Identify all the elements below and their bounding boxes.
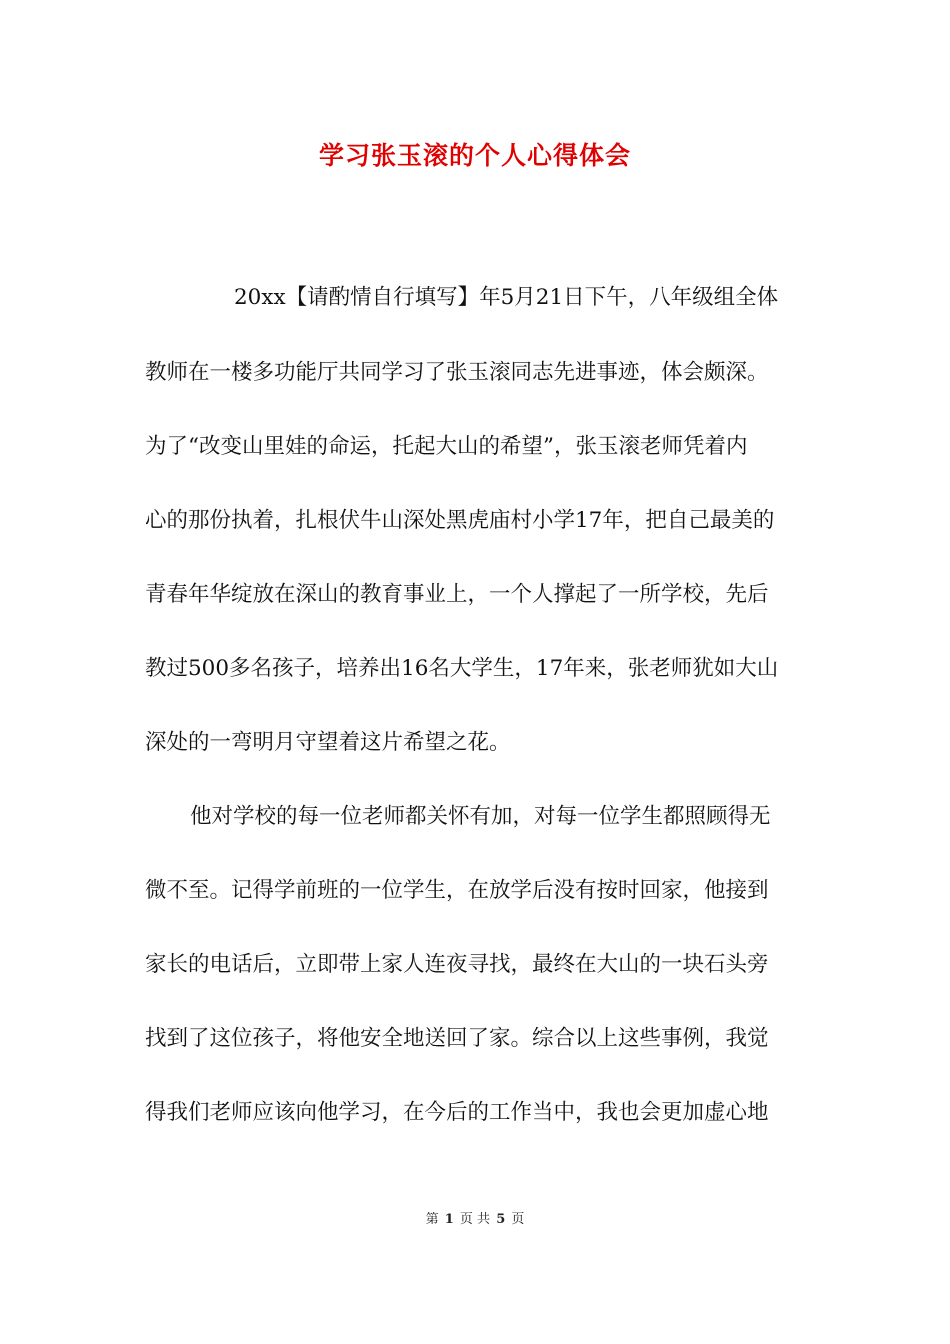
paragraph-line: 心的那份执着，扎根伏牛山深处黑虎庙村小学17年，把自己最美的 bbox=[145, 508, 775, 533]
paragraph-line: 为了“改变山里娃的命运，托起大山的希望”，张玉滚老师凭着内 bbox=[145, 434, 748, 459]
paragraph-line: 得我们老师应该向他学习，在今后的工作当中，我也会更加虚心地 bbox=[145, 1100, 769, 1125]
paragraph-line: 家长的电话后，立即带上家人连夜寻找，最终在大山的一块石头旁 bbox=[145, 952, 769, 977]
footer-total-pages: 5 bbox=[496, 1212, 506, 1227]
paragraph-line: 教过500多名孩子，培养出16名大学生，17年来，张老师犹如大山 bbox=[145, 656, 779, 681]
paragraph-line: 教师在一楼多功能厅共同学习了张玉滚同志先进事迹，体会颇深。 bbox=[145, 360, 769, 385]
footer-prefix: 第 bbox=[425, 1212, 439, 1227]
page-footer bbox=[0, 1208, 950, 1227]
paragraph-line: 微不至。记得学前班的一位学生，在放学后没有按时回家，他接到 bbox=[145, 878, 769, 903]
paragraph-line: 找到了这位孩子，将他安全地送回了家。综合以上这些事例，我觉 bbox=[145, 1026, 769, 1051]
footer-middle: 页 共 bbox=[459, 1212, 491, 1227]
paragraph-line: 青春年华绽放在深山的教育事业上，一个人撑起了一所学校，先后 bbox=[145, 582, 769, 607]
paragraph-line: 他对学校的每一位老师都关怀有加，对每一位学生都照顾得无 bbox=[190, 804, 771, 829]
footer-page-number: 1 bbox=[444, 1212, 454, 1227]
document-title: 学习张玉滚的个人心得体会 bbox=[318, 141, 631, 170]
paragraph-line: 深处的一弯明月守望着这片希望之花。 bbox=[145, 730, 511, 755]
footer-suffix: 页 bbox=[511, 1212, 525, 1227]
paragraph-line: 20xx【请酌情自行填写】年5月21日下午，八年级组全体 bbox=[234, 285, 779, 310]
